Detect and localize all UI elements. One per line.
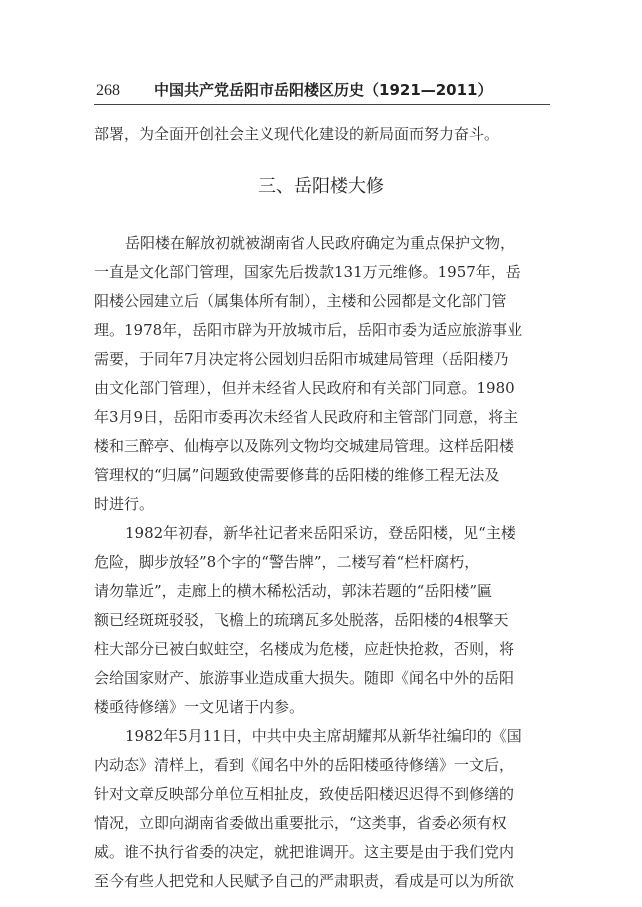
body-line: 部署，为全面开创社会主义现代化建设的新局面而努力奋斗。 [94,125,500,143]
body-line: 额已经斑斑驳驳，飞檐上的琉璃瓦多处脱落，岳阳楼的4根擎天 [94,611,509,629]
body-line: 危险，脚步放轻”8个字的“警告牌”，二楼写着“栏杆腐朽， [94,553,480,571]
body-line: 岳阳楼在解放初就被湖南省人民政府确定为重点保护文物， [125,234,516,252]
body-line: 管理权的“归属”问题致使需要修葺的岳阳楼的维修工程无法及 [94,466,500,484]
body-line: 由文化部门管理），但并未经省人民政府和有关部门同意。1980 [94,379,515,397]
body-line: 楼和三醉亭、仙梅亭以及陈列文物均交城建局管理。这样岳阳楼 [94,437,515,455]
body-line: 请勿靠近”，走廊上的横木稀松活动，郭沫若题的“岳阳楼”匾 [94,582,493,600]
body-line: 楼亟待修缮》一文见诸于内参。 [94,698,305,716]
body-line: 理。1978年，岳阳市辟为开放城市后，岳阳市委为适应旅游事业 [94,321,523,339]
page-number: 268 [96,82,120,99]
page-header [96,79,548,103]
running-title: 中国共产党岳阳市岳阳楼区历史（1921—2011） [154,81,493,99]
header-rule [94,104,550,105]
body-line: 会给国家财产、旅游事业造成重大损失。随即《闻名中外的岳阳 [94,669,515,687]
body-line: 内动态》清样上，看到《闻名中外的岳阳楼亟待修缮》一文后， [94,756,515,774]
body-line: 时进行。 [94,495,155,513]
body-line: 针对文章反映部分单位互相扯皮，致使岳阳楼迟迟得不到修缮的 [94,785,515,803]
body-line: 至今有些人把党和人民赋予自己的严肃职责，看成是可以为所欲 [94,872,515,890]
body-line: 威。谁不执行省委的决定，就把谁调开。这主要是由于我们党内 [94,843,515,861]
body-line: 阳楼公园建立后（属集体所有制），主楼和公园都是文化部门管 [94,292,507,310]
body-line: 1982年初春，新华社记者来岳阳采访，登岳阳楼，见“主楼 [125,524,516,542]
body-line: 情况，立即向湖南省委做出重要批示，“这类事，省委必须有权 [94,814,507,832]
body-line: 柱大部分已被白蚁蛀空，名楼成为危楼，应赶快抢救，否则，将 [94,640,515,658]
body-line: 一直是文化部门管理，国家先后拨款131万元维修。1957年，岳 [94,263,521,281]
section-title: 三、岳阳楼大修 [258,176,384,197]
body-line: 年3月9日，岳阳市委再次未经省人民政府和主管部门同意，将主 [94,408,519,426]
body-line: 需要，于同年7月决定将公园划归岳阳市城建局管理（岳阳楼乃 [94,350,509,368]
body-line: 1982年5月11日，中共中央主席胡耀邦从新华社编印的《国 [125,727,522,745]
